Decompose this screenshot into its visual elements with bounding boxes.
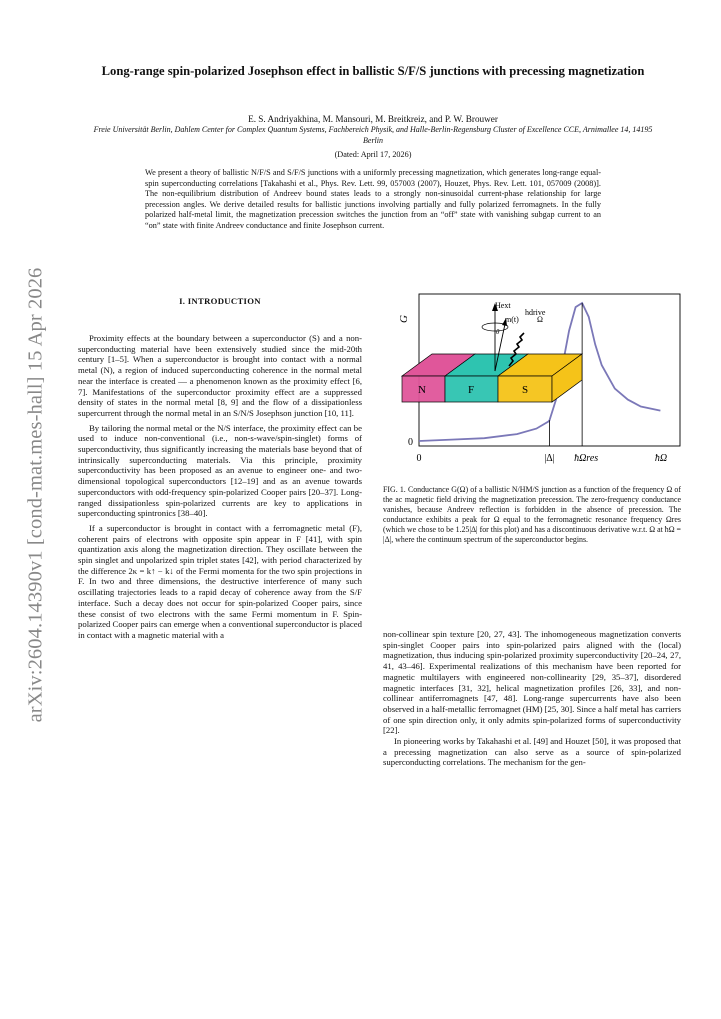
paragraph: Proximity effects at the boundary between a superconductor (S) and a non-superconducting material have been extensively studied since the mid-20th century [1–5]. When a superconductor is brought into contact with a normal metal (N), a region of induced superconducting coherence in the normal metal near the interface is created — a phenomenon known as the proximity effect [6, 7]. Manifestations of the superconductor proximity effect are a suppressed density of states in the normal metal [8, 9] and the flow of a dissipationless supercurrent through the normal metal in an S/N/S Josephson junction [10, 11]. <box>78 333 362 418</box>
x-tick-label: ħΩres <box>574 453 599 464</box>
x-tick-label: 0 <box>416 453 422 464</box>
junction-inset <box>402 301 582 402</box>
paragraph: non-collinear spin texture [20, 27, 43]. The inhomogeneous magnetization converts spin-singlet Cooper pairs into spin-polarized pairs aligned with the (local) magnetization, thus inducing spin-polarized proximity superconductivity [20–24, 27, 41, 43–46]. Experimental realizations of this mechanism have been reported for magnetic multilayers with engineered non-collinearity [29, 35–37], disordered magnetic interfaces [31, 32], helical magnetization profiles [26, 33], and non-collinear antiferromagnets [47, 48]. Long-range supercurrents have also been observed in a half-metallic ferromagnet (HM) [25, 30]. Since a half metal has carriers of one spin direction only, it only admits spin-polarized forms of superconductivity [22]. <box>383 629 681 736</box>
left-column <box>78 333 362 641</box>
figure-caption: FIG. 1. Conductance G(Ω) of a ballistic N/HM/S junction as a function of the frequency Ω of the ac magnetic field driving the magnetization precession. The zero-frequency conductance vanishes, because Andreev reflection is forbidden in the absence of precession. The conductance exhibits a peak for Ω equal to the ferromagnetic resonance frequency Ωres (which we chose to be 1.25|Δ| for this plot) and has a discontinuous derivative w.r.t. Ω at ħΩ = |Δ|, where the continuum spectrum of the superconductor begins. <box>383 485 681 544</box>
paragraph: In pioneering works by Takahashi et al. [49] and Houzet [50], it was proposed that a precessing magnetization can also serve as a source of spin-polarized superconducting correlations. The mechanism for the gen- <box>383 736 681 768</box>
s-label: S <box>521 384 529 396</box>
f-label: F <box>467 384 475 396</box>
h-ext-label: Hext <box>495 301 511 310</box>
section-heading: I. INTRODUCTION <box>179 296 261 306</box>
y-axis-label: G <box>398 315 410 323</box>
paragraph: By tailoring the normal metal or the N/S interface, the proximity effect can be used to induce non-conventional (i.e., non-s-wave/spin-singlet) forms of superconductivity, thus significantly increasing the materials base beyond that of intrinsically superconducting materials. Via this principle, proximity superconductivity has been proposed as an avenue to engineer one- and two-dimensional topological superconductors [12–19] and as an avenue towards superconductors with odd-frequency spin-polarized Cooper pairs [20–37]. Long-ranged dissipationless spin-polarized currents are key to applications in superconducting spintronics [38–40]. <box>78 422 362 519</box>
y-tick-label: 0 <box>408 437 413 448</box>
author-list: E. S. Andriyakhina, M. Mansouri, M. Breitkreiz, and P. W. Brouwer <box>248 114 498 124</box>
omega-label: Ω <box>537 315 543 324</box>
paragraph: If a superconductor is brought in contact with a ferromagnetic metal (F), coherent pairs of electrons with opposite spin appear in F [41], with spin quantization axis along the magnetization direction. They oscillate between the spin singlet and unpolarized spin triplet states [42], with period characterized by the difference 2κ = k↑ − k↓ of the Fermi momenta for the two spin projections in F. In two and three dimensions, the destructive interference of many such oscillating trajectories leads to a rapid decay of coherence away from the S/F interface. Such a decay does not occur for spin-polarized Cooper pairs, since these consist of two electrons with the same Fermi momentum in F. Spin-polarized Cooper pairs can emerge when a conventional superconductor is placed in contact with a magnetic material with a <box>78 522 362 640</box>
figure-1 <box>395 289 685 474</box>
m-label: m(t) <box>505 315 519 324</box>
conductance-plot <box>395 289 685 474</box>
h-drive-label: hdrive <box>525 308 546 317</box>
paper-title: Long-range spin-polarized Josephson effect in ballistic S/F/S junctions with precessing magnetization <box>101 64 645 78</box>
arxiv-identifier: arXiv:2604.14390v1 [cond-mat.mes-hall] 15 Apr 2026 <box>24 267 47 723</box>
theta-label: θ <box>496 328 500 336</box>
abstract: We present a theory of ballistic N/F/S and S/F/S junctions with a uniformly precessing magnetization, which generates long-range equal-spin superconducting correlations [Takahashi et al., Phys. Rev. Lett. 99, 057003 (2007), Houzet, Phys. Rev. Lett. 101, 057009 (2008)]. The non-equilibrium distribution of Andreev bound states leads to a strongly non-sinusoidal current-phase relationship for large precession angles. We derive detailed results for ballistic junctions involving partially and fully polarized ferromagnets. In the fully polarized half-metal limit, the magnetization precession switches the junction from an “off” state with vanishing subgap current to an “on” state with finite Andreev conductance and finite Josephson current. <box>145 168 601 230</box>
n-label: N <box>418 384 426 396</box>
affiliation: Freie Universität Berlin, Dahlem Center for Complex Quantum Systems, Fachbereich Physik, and Halle-Berlin-Regensburg Cluster of Excellence CCE, Arnimallee 14, 14195 Berlin <box>93 125 653 145</box>
date-line: (Dated: April 17, 2026) <box>334 150 412 159</box>
x-axis-label: ħΩ <box>654 453 668 464</box>
right-column <box>383 629 681 768</box>
x-tick-label: |Δ| <box>544 453 555 464</box>
